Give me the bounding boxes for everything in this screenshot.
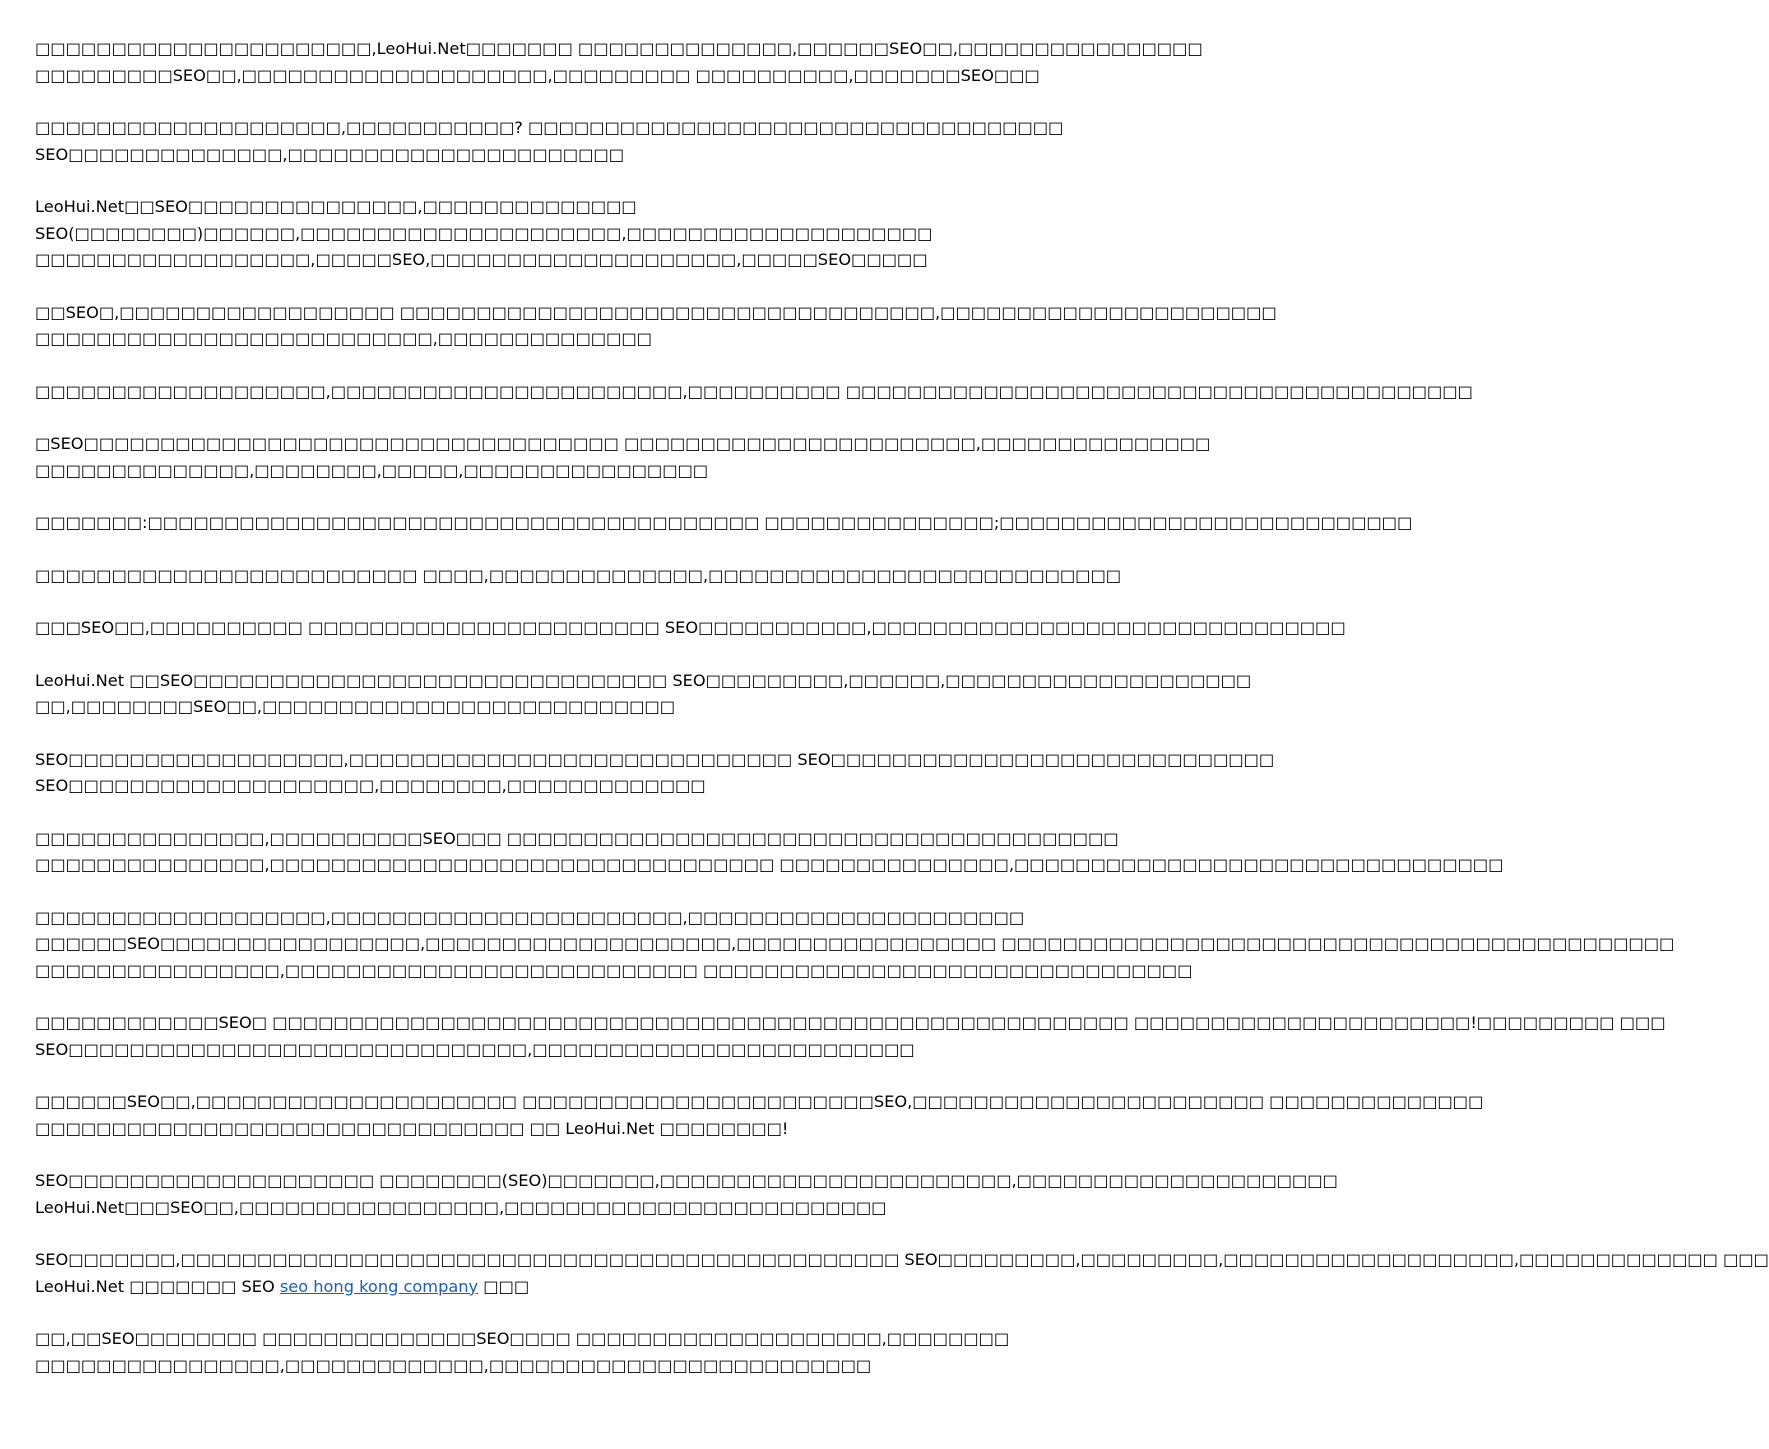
text-line: LeoHui.Net□□□SEO□□,□□□□□□□□□□□□□□□□□,□□□□□□□□□□□□□□□□□□□□□□□□□: [35, 1197, 887, 1217]
paragraph-2: [35, 115, 1064, 168]
text-line: SEO□□□□□□□□□□□□□□□□□□□□□□□□□□□□□□,□□□□□□□□□□□□□□□□□□□□□□□□□: [35, 1039, 915, 1059]
paragraph-1: [35, 36, 1203, 89]
paragraph-5: [35, 379, 1473, 406]
text-line: □□□□□□□□□□□□□□□□□□□□,□□□□□□□□□□□? □□□□□□□□□□□□□□□□□□□□□□□□□□□□□□□□□□□: [35, 118, 1064, 137]
text-line: □□□□□□□□□□□□SEO□ □□□□□□□□□□□□□□□□□□□□□□□□□□□□□□□□□□□□□□□□□□□□□□□□□□□□□□□□ □□□□□□□□□□□□□□□□□□□□□□!□□□□□□□□□ □□□: [35, 1013, 1666, 1032]
paragraph-link: [35, 1247, 1769, 1300]
paragraph-13: [35, 905, 1675, 985]
text-line: LeoHui.Net□□SEO□□□□□□□□□□□□□□□,□□□□□□□□□□□□□□: [35, 197, 637, 216]
text-line: □□□□□□□□□□□□□□□□□□,□□□□□SEO,□□□□□□□□□□□□□□□□□□□□,□□□□□SEO□□□□□: [35, 250, 928, 269]
text-line: SEO□□□□□□□,□□□□□□□□□□□□□□□□□□□□□□□□□□□□□□□□□□□□□□□□□□□□□□□ SEO□□□□□□□□□,□□□□□□□□□,□□□□□□□□□□□□□□□□□□□,□□□□□□□□□□□□□ □□□: [35, 1250, 1769, 1269]
paragraph-last: [35, 1326, 1010, 1379]
paragraph-8: [35, 563, 1122, 590]
text-line: □□□□□□□□□□□□□□□,□□□□□□□□□□□□□□□□□□□□□□□□□□□□□□□□□ □□□□□□□□□□□□□□□,□□□□□□□□□□□□□□□□□□□□□□□□□□□□□□□□: [35, 855, 1504, 874]
text-line: □□□□□□□:□□□□□□□□□□□□□□□□□□□□□□□□□□□□□□□□□□□□□□□□ □□□□□□□□□□□□□□□;□□□□□□□□□□□□□□□□□□□□□□□□□□□: [35, 513, 1413, 532]
paragraph-4: [35, 300, 1277, 353]
text-line: □□□□□□□□□□□□□□□□□□□,□□□□□□□□□□□□□□□□□□□□□□□,□□□□□□□□□□□□□□□□□□□□□□: [35, 907, 1025, 927]
document-page: [35, 36, 1769, 1405]
text-line: □SEO□□□□□□□□□□□□□□□□□□□□□□□□□□□□□□□□□□□ □□□□□□□□□□□□□□□□□□□□□□□,□□□□□□□□□□□□□□□: [35, 434, 1211, 453]
text-line: □□□□□□□□□□□□□□,□□□□□□□□,□□□□□,□□□□□□□□□□□□□□□□: [35, 460, 709, 480]
text-line: □□□□□□□□□□□□□□□□□□□□□□,LeoHui.Net□□□□□□□ □□□□□□□□□□□□□□,□□□□□□SEO□□,□□□□□□□□□□□□□□□□: [35, 39, 1203, 58]
text-line: □□,□□□□□□□□SEO□□,□□□□□□□□□□□□□□□□□□□□□□□□□□□: [35, 697, 676, 716]
text-line: □□□□□□□□□□□□□□□□,□□□□□□□□□□□□□□□□□□□□□□□□□□□ □□□□□□□□□□□□□□□□□□□□□□□□□□□□□□□□: [35, 960, 1193, 980]
seo-hong-kong-company-link[interactable]: seo hong kong company: [279, 1276, 479, 1296]
text-line: □□□□□□□□□□□□□□□□,□□□□□□□□□□□□□,□□□□□□□□□□□□□□□□□□□□□□□□□: [35, 1355, 872, 1375]
paragraph-6: [35, 431, 1211, 484]
text-line: LeoHui.Net □□SEO□□□□□□□□□□□□□□□□□□□□□□□□□□□□□□□ SEO□□□□□□□□□,□□□□□□,□□□□□□□□□□□□□□□□□□□□: [35, 670, 1252, 690]
link-suffix-text: □□□: [478, 1276, 530, 1296]
text-line: □□□□□□□□□□□□□□□,□□□□□□□□□□SEO□□□ □□□□□□□□□□□□□□□□□□□□□□□□□□□□□□□□□□□□□□□□: [35, 828, 1119, 848]
text-line: SEO(□□□□□□□□)□□□□□□,□□□□□□□□□□□□□□□□□□□□□,□□□□□□□□□□□□□□□□□□□□: [35, 223, 933, 243]
text-line: □□□□□□SEO□□□□□□□□□□□□□□□□□,□□□□□□□□□□□□□□□□□□□□,□□□□□□□□□□□□□□□□□ □□□□□□□□□□□□□□□□□□□□□□□□□□□□□□□□□□□□□□□□□□□□: [35, 934, 1675, 953]
text-line: □□□□□□□□□□□□□□□□□□□□□□□□□□,□□□□□□□□□□□□□□: [35, 329, 652, 348]
link-prefix-text: LeoHui.Net □□□□□□□ SEO: [35, 1276, 280, 1296]
paragraph-12: [35, 826, 1504, 879]
text-line: □□□□□□□□□□□□□□□□□□□□□□□□□ □□□□,□□□□□□□□□□□□□□,□□□□□□□□□□□□□□□□□□□□□□□□□□□: [35, 565, 1122, 585]
text-line: □□□□□□□□□□□□□□□□□□□,□□□□□□□□□□□□□□□□□□□□□□□,□□□□□□□□□□ □□□□□□□□□□□□□□□□□□□□□□□□□□□□□□□□□□□□□□□□□: [35, 381, 1473, 401]
text-line: SEO□□□□□□□□□□□□□□□□□□□□,□□□□□□□□,□□□□□□□□□□□□□: [35, 776, 706, 795]
text-line-with-link: [35, 1274, 995, 1301]
paragraph-16: [35, 1168, 1338, 1221]
text-line: □□□□□□SEO□□,□□□□□□□□□□□□□□□□□□□□□ □□□□□□□□□□□□□□□□□□□□□□□SEO,□□□□□□□□□□□□□□□□□□□□□□□ □□□□□□□□□□□□□□: [35, 1092, 1484, 1111]
paragraph-11: [35, 747, 1275, 800]
paragraph-9: [35, 615, 1346, 642]
paragraph-14: [35, 1010, 1666, 1063]
paragraph-3: [35, 194, 995, 274]
paragraph-7: [35, 510, 1413, 537]
text-line: □□□□□□□□□SEO□□,□□□□□□□□□□□□□□□□□□□□,□□□□□□□□□ □□□□□□□□□□,□□□□□□□SEO□□□: [35, 65, 1040, 85]
text-line: □□,□□SEO□□□□□□□□ □□□□□□□□□□□□□□SEO□□□□ □□□□□□□□□□□□□□□□□□□□,□□□□□□□□: [35, 1329, 1010, 1348]
text-line: SEO□□□□□□□□□□□□□□□□□□□□ □□□□□□□□(SEO)□□□□□□□,□□□□□□□□□□□□□□□□□□□□□□□,□□□□□□□□□□□□□□□□□□□□□: [35, 1171, 1338, 1190]
paragraph-10: [35, 668, 1252, 721]
text-line: SEO□□□□□□□□□□□□□□,□□□□□□□□□□□□□□□□□□□□□□: [35, 144, 624, 164]
text-line: □□SEO□,□□□□□□□□□□□□□□□□□□ □□□□□□□□□□□□□□□□□□□□□□□□□□□□□□□□□□□,□□□□□□□□□□□□□□□□□□□□□□: [35, 302, 1277, 322]
text-line: □□□SEO□□,□□□□□□□□□□ □□□□□□□□□□□□□□□□□□□□□□□ SEO□□□□□□□□□□□,□□□□□□□□□□□□□□□□□□□□□□□□□□□□□□□: [35, 618, 1346, 637]
text-line: □□□□□□□□□□□□□□□□□□□□□□□□□□□□□□□□ □□ LeoHui.Net □□□□□□□□!: [35, 1118, 789, 1138]
paragraph-15: [35, 1089, 1484, 1142]
text-line: SEO□□□□□□□□□□□□□□□□□□,□□□□□□□□□□□□□□□□□□□□□□□□□□□□□ SEO□□□□□□□□□□□□□□□□□□□□□□□□□□□□□: [35, 749, 1275, 769]
